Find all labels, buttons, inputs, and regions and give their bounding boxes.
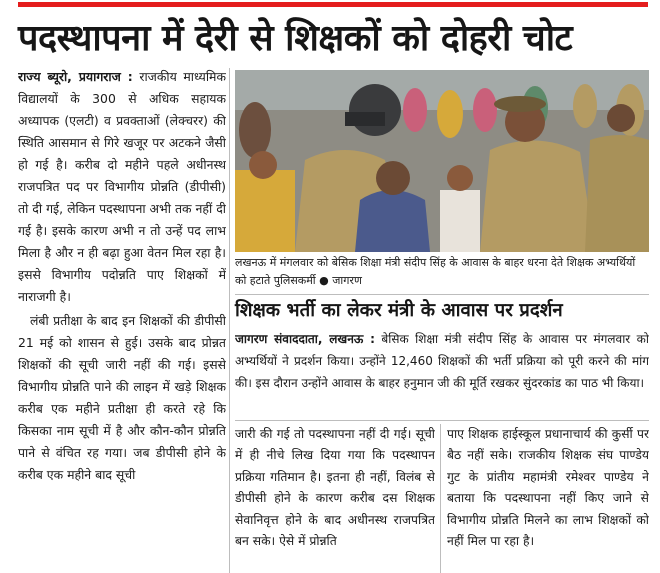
main-article-para-1 [18,66,226,308]
photo-caption: लखनऊ में मंगलवार को बेसिक शिक्षा मंत्री संदीप सिंह के आवास के बाहर धरना देते शिक्षक अभ्यर्थियों को हटाते पुलिसकर्मी ● जागरण [235,256,636,287]
dateline: राज्य ब्यूरो, प्रयागराज : [18,69,133,84]
main-article-continuation-1 [235,424,435,573]
section-divider [235,294,649,295]
sub-article-lede [235,328,649,418]
column-divider [229,68,230,573]
sub-article-dateline: जागरण संवाददाता, लखनऊ : [235,332,375,346]
continuation-1-text: जारी की गई तो पदस्थापना नहीं दी गई। सूची में ही नीचे लिख दिया गया कि पदस्थापन प्रक्रिया गतिमान है। इतना ही नहीं, विलंब से डीपीसी होने के कारण करीब दस शिक्षक सेवानिवृत्त होने के बाद अधीनस्थ राजपत्रित बन सके। ऐसे में प्रोन्नति [235,427,435,549]
column-divider-2 [440,424,441,573]
sub-article-lede-para [235,328,649,394]
main-article-column [18,66,226,573]
news-photo [235,70,649,252]
protest-photo-illustration [235,70,649,252]
header-red-bar [18,2,648,7]
sub-article-lede-text: बेसिक शिक्षा मंत्री संदीप सिंह के आवास पर मंगलवार को अभ्यर्थियों ने प्रदर्शन किया। उन्होंने 12,460 शिक्षकों की भर्ती प्रक्रिया को पूरी करने की मांग की। इस दौरान उन्होंने आवास के बाहर हनुमान जी की मूर्ति रखकर सुंदरकांड का पाठ भी किया। [235,332,649,390]
continuation-2-text: पाए शिक्षक हाईस्कूल प्रधानाचार्य की कुर्सी पर बैठ नहीं सके। राजकीय शिक्षक संघ पाण्डेय गुट के प्रांतीय महामंत्री रमेश्वर पाण्डेय ने बताया कि पदस्थापना नहीं किए जाने से विभागीय प्रोन्नति मिलने का लाभ शिक्षकों को नहीं मिल पा रहा है। [447,427,649,549]
para-1-text: राजकीय माध्यमिक विद्यालयों के 300 से अधिक सहायक अध्यापक (एलटी) व प्रवक्ताओं (लेक्चरर) की स्थिति आसमान से गिरे खजूर पर अटकने जैसी हो गई है। करीब दो महीने पहले अधीनस्थ राजपत्रित पद पर विभागीय प्रोन्नति (डीपीसी) तो दी गई, लेकिन पदस्थापना अभी तक नहीं दी गई है। इसके कारण अभी न तो उन्हें पद लाभ मिला है और न ही बढ़ा हुआ वेतन मिल रहा है। इससे विभागीय पदोन्नति पाए शिक्षकों में नाराजगी है। [18,69,226,304]
sub-article-title: शिक्षक भर्ती का लेकर मंत्री के आवास पर प्रदर्शन [235,300,563,321]
main-article-continuation-2 [447,424,649,573]
headline: पदस्थापना में देरी से शिक्षकों को दोहरी चोट [18,18,573,59]
section-divider-2 [235,420,649,421]
main-article-para-2: लंबी प्रतीक्षा के बाद इन शिक्षकों की डीपीसी 21 मई को शासन से हुई। उसके बाद प्रोन्नत शिक्षकों की सूची जारी नहीं की गई। इससे विभागीय प्रोन्नति पाने की लाइन में खड़े शिक्षक करीब एक महीने प्रतीक्षा ही करते रहे कि किसका नाम सूची में है और कौन-कौन प्रोन्नति पाने से वंचित रह गया। जब डीपीसी होने के करीब एक महीने बाद सूची [18,313,226,482]
